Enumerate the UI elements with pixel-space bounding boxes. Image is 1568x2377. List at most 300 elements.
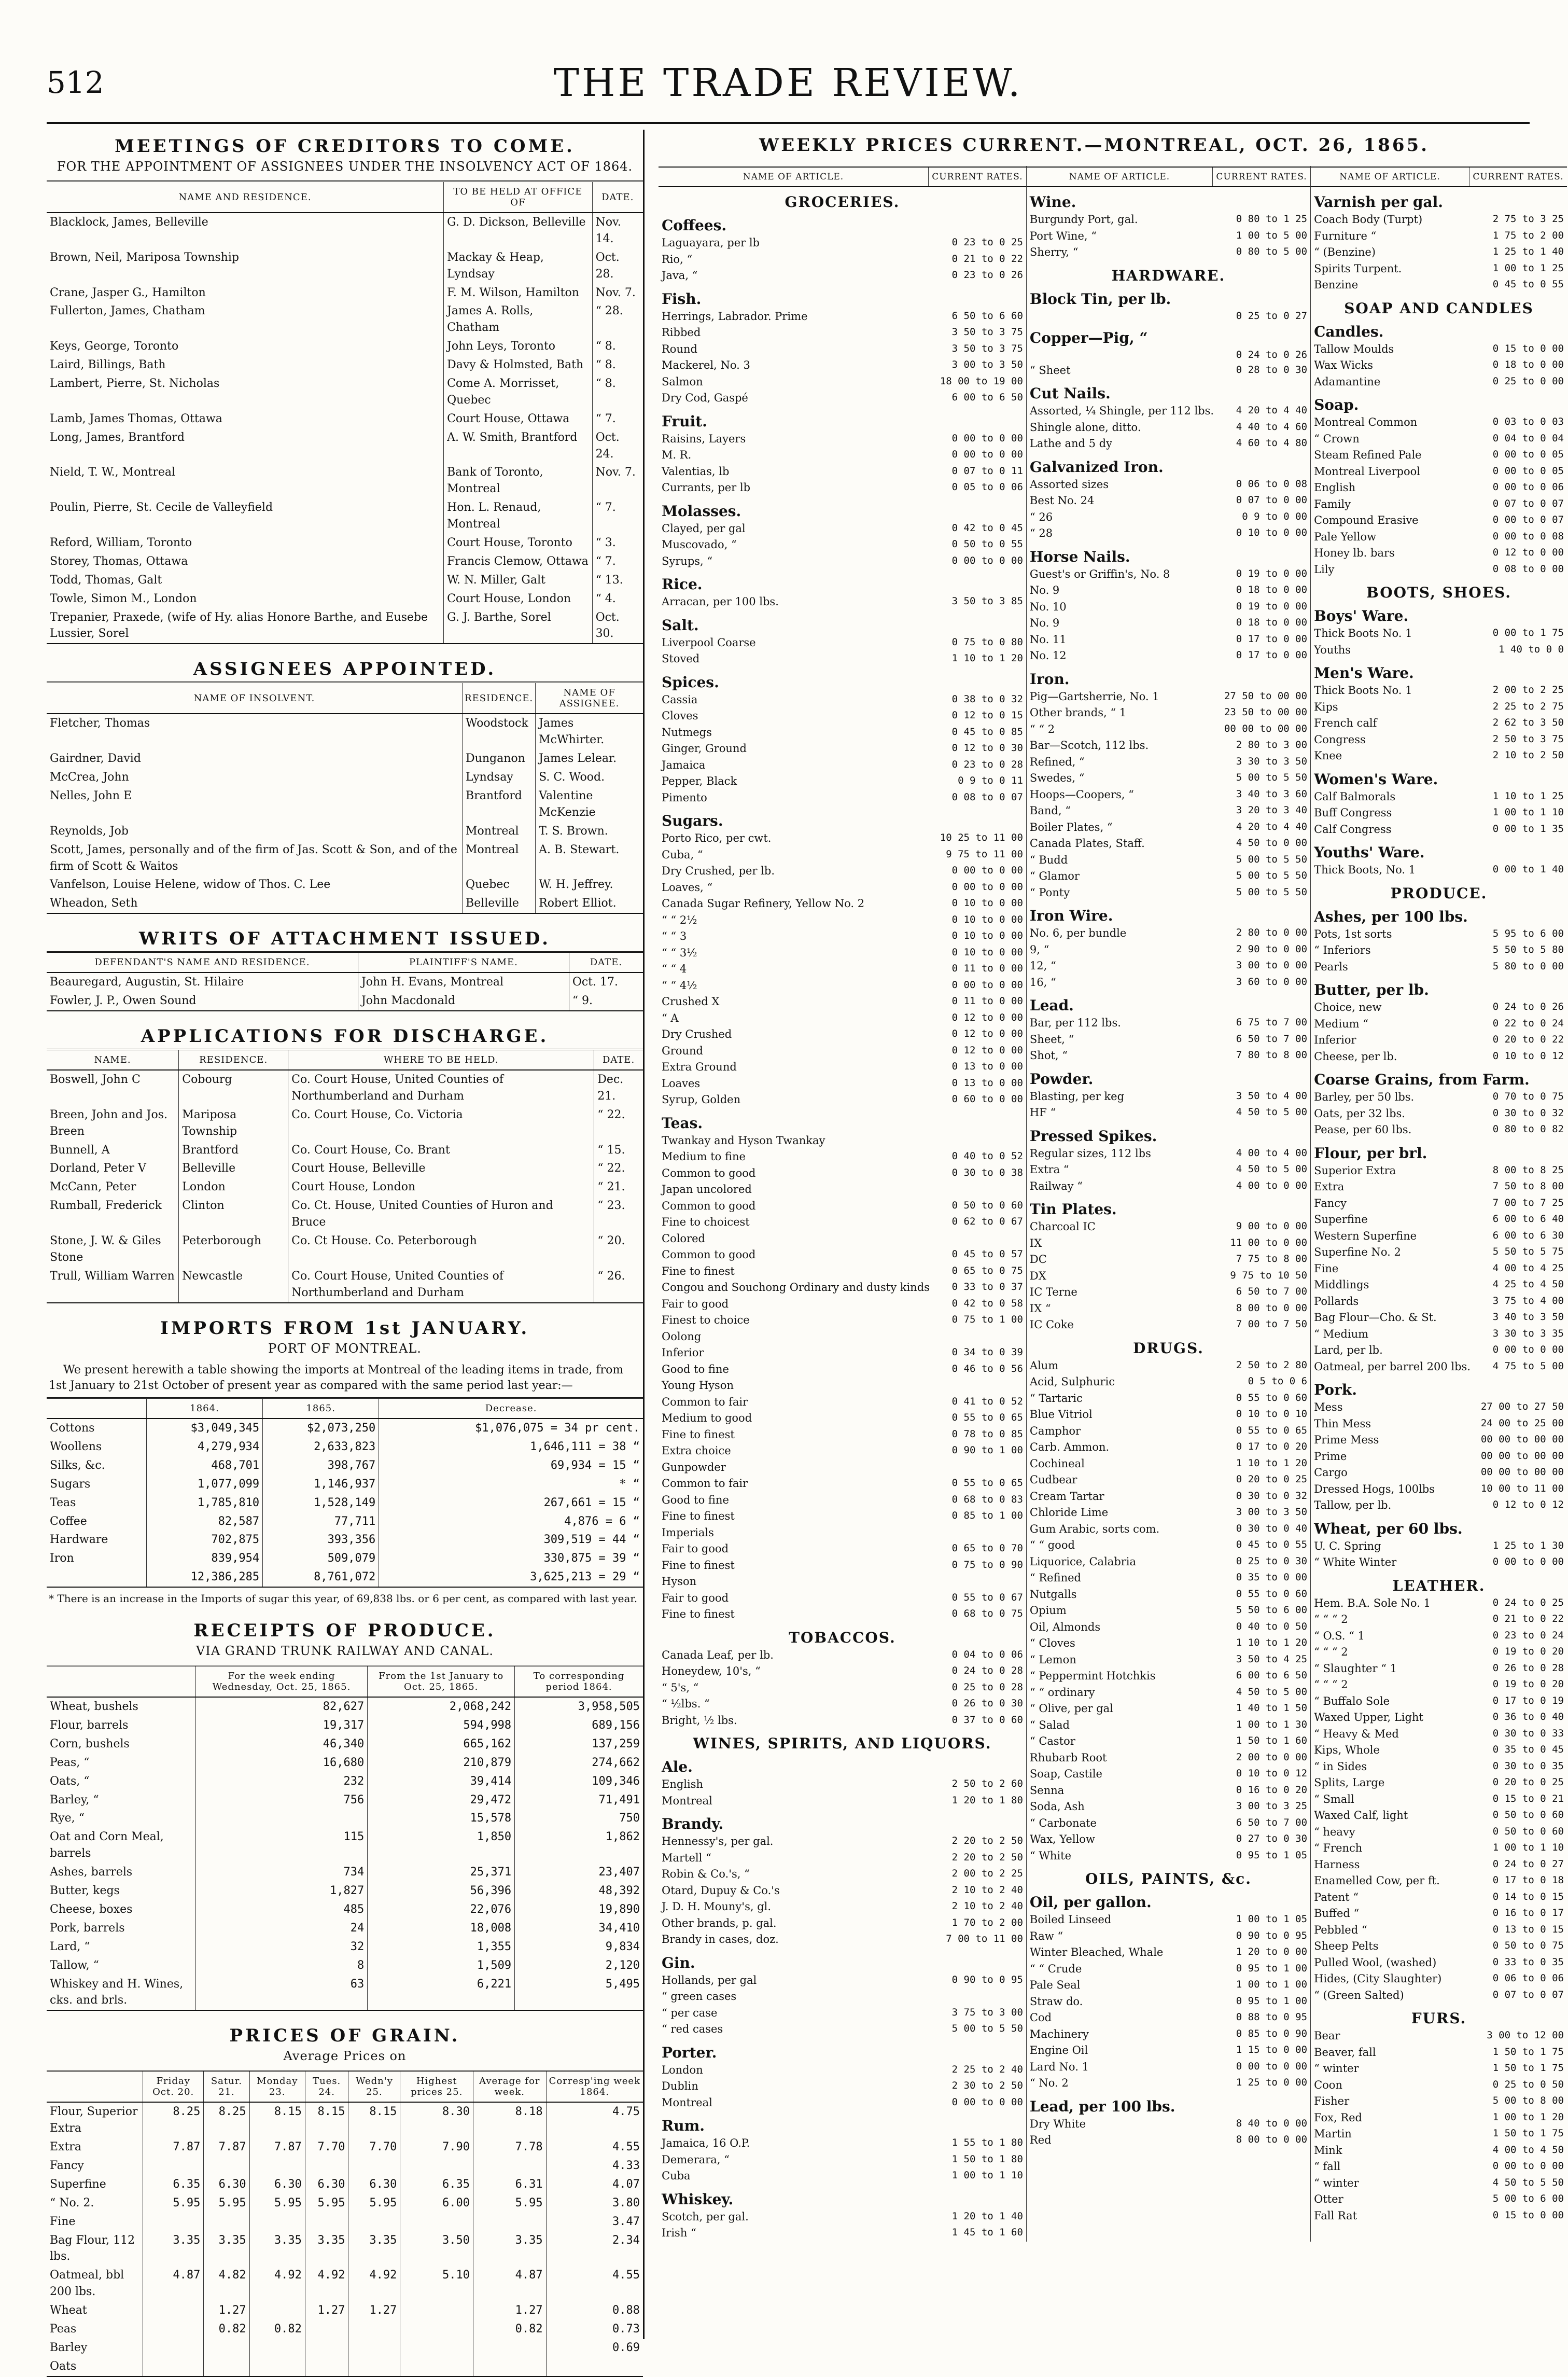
current-rate: 0 50 to 0 55 [951,538,1023,550]
discharge-cell: Co. Court House, United Counties of Northumberland and Durham [288,1267,594,1303]
article-name: Calf Congress [1314,823,1392,836]
price-item [1027,363,1310,379]
article-name: Congou and Souchong Ordinary and dusty kinds [662,1281,930,1294]
price-item [659,880,1026,896]
receipts-cell: 1,850 [368,1828,515,1863]
article-name: Sherry, “ [1029,246,1079,258]
receipts-cell: 22,076 [368,1900,515,1919]
current-rate: 2 00 to 2 25 [951,1868,1023,1879]
grain-cell: Oatmeal, bbl 200 lbs. [50,2269,124,2299]
grain-cell [400,2301,473,2320]
receipts-cell: 3,958,505 [515,1697,643,1716]
price-item [659,1076,1026,1092]
meetings-row [47,410,643,428]
current-rate: 0 00 to 0 00 [951,432,1023,444]
imports-cell: 1,077,099 [146,1475,262,1494]
imports-cell: 1,646,111 = 38 “ [379,1438,643,1456]
article-name: Youths [1314,643,1351,656]
current-rate: 0 05 to 0 06 [951,481,1023,493]
current-rate: 8 00 to 0 00 [1236,2134,1308,2145]
price-item [1311,715,1567,732]
grain-cell [249,2157,305,2175]
price-item [659,847,1026,864]
grain-cell [249,2357,305,2376]
price-item [659,268,1026,284]
price-item [659,2168,1026,2185]
assignees-row [47,875,643,894]
current-rate: 0 08 to 0 07 [951,791,1023,803]
article-name: Cassia [662,693,698,706]
price-item [1027,1717,1310,1734]
price-item [1311,1212,1567,1228]
current-rate: 4 50 to 0 00 [1236,837,1308,849]
receipts-cell: Barley, “ [50,1793,99,1806]
grain-cell: 6.31 [473,2175,547,2194]
meetings-row [47,337,643,356]
meetings-cell: Keys, George, Toronto [50,340,179,353]
article-name: Dry White [1029,2117,1086,2130]
price-item [1311,2143,1567,2159]
article-name: Fair to good [662,1542,729,1555]
current-rate: 1 00 to 1 10 [951,2170,1023,2181]
current-rate: 0 26 to 0 30 [951,1698,1023,1709]
current-rate: 0 10 to 0 00 [951,913,1023,925]
price-item [1311,1661,1567,1677]
grain-cell [473,2157,547,2175]
receipts-cell [195,1809,367,1828]
article-name: Honeydew, 10's, “ [662,1665,761,1677]
discharge-cell: Boswell, John C [50,1073,141,1086]
discharge-row [47,1141,643,1160]
current-rate: 0 24 to 0 26 [1492,1001,1564,1012]
article-name: Engine Oil [1029,2044,1088,2056]
price-item [659,464,1026,480]
article-name: Tallow Moulds [1314,342,1394,355]
imports-row [47,1456,643,1475]
current-rate: 3 20 to 3 40 [1236,804,1308,816]
discharge-cell: “ 15. [594,1141,643,1160]
current-rate: 0 00 to 0 00 [951,449,1023,460]
assignees-cell: Wheadon, Seth [47,894,463,913]
current-rate: 4 20 to 4 40 [1236,821,1308,832]
price-subcategory: Fruit. [662,412,707,430]
price-item [1311,1196,1567,1212]
current-rate: 3 75 to 4 00 [1492,1295,1564,1306]
discharge-cell: Brantford [179,1141,288,1160]
current-rate: 7 75 to 8 00 [1236,1253,1308,1264]
grain-cell: 4.75 [546,2102,643,2138]
meetings-cell: Poulin, Pierre, St. Cecile de Valleyfield [50,501,273,515]
current-rate: 0 00 to 0 00 [951,2096,1023,2108]
current-rate: 0 21 to 0 22 [1492,1613,1564,1624]
meetings-cell: Davy & Holmsted, Bath [444,356,592,374]
price-item [1027,1668,1310,1685]
meetings-row [47,428,643,464]
price-category: FURS. [1411,2010,1467,2027]
current-rate: 0 10 to 0 00 [1236,527,1308,538]
current-rate: 0 75 to 0 80 [951,636,1023,648]
article-name: Waxed Upper, Light [1314,1711,1423,1723]
assignees-cell: Woodstock [463,714,536,749]
price-item [1311,1554,1567,1571]
price-item [1027,836,1310,852]
imports-cell: 839,954 [146,1549,262,1568]
grain-header-cell: Corresp'ing week 1864. [546,2071,643,2103]
price-item [1027,615,1310,632]
article-header: NAME OF ARTICLE. [1069,172,1170,182]
grain-cell [400,2339,473,2357]
price-item [1027,582,1310,599]
price-subcategory: Porter. [662,2044,717,2061]
receipts-cell: 29,472 [368,1791,515,1810]
grain-cell: 0.82 [473,2320,547,2339]
assignees-cell: Reynolds, Job [50,824,129,838]
grain-cell [400,2320,473,2339]
current-rate: 1 25 to 1 40 [1492,246,1564,257]
imports-cell: Silks, &c. [50,1458,105,1472]
receipts-cell: Cheese, boxes [50,1902,133,1916]
imports-cell: Teas [50,1496,76,1509]
price-item [1027,632,1310,648]
price-column-header [659,166,1026,187]
price-item [659,1329,1026,1345]
current-rate: 0 18 to 0 00 [1236,617,1308,628]
price-item [1311,1342,1567,1359]
meetings-row [47,463,643,498]
price-item [659,1541,1026,1558]
current-rate: 0 41 to 0 52 [951,1395,1023,1407]
price-item [659,1899,1026,1915]
current-rate: 0 24 to 0 28 [951,1665,1023,1676]
current-rate: 0 00 to 0 07 [1492,514,1564,525]
price-item [1311,529,1567,546]
current-rate: 0 80 to 1 25 [1236,213,1308,225]
receipts-cell: 48,392 [515,1882,643,1900]
price-item [659,635,1026,651]
current-rate: 0 16 to 0 17 [1492,1907,1564,1919]
discharge-cell: Stone, J. W. & Giles Stone [50,1234,161,1264]
article-name: Pig—Gartsherrie, No. 1 [1029,690,1159,703]
article-name: Fine [1314,1262,1339,1275]
price-item [1311,1857,1567,1873]
meetings-cell: “ 13. [592,571,643,590]
current-rate: 0 23 to 0 24 [1492,1629,1564,1641]
discharge-section [47,1026,643,1303]
grain-title: PRICES OF GRAIN. [229,2025,460,2047]
price-item [1027,754,1310,771]
article-name: Hollands, per gal [662,1973,757,1986]
current-rate: 0 20 to 0 25 [1492,1776,1564,1788]
current-rate: 5 00 to 5 50 [1236,886,1308,898]
meetings-cell: Come A. Morrisset, Quebec [444,374,592,410]
current-rate: 0 18 to 0 00 [1236,584,1308,595]
current-rate: 4 40 to 4 60 [1236,421,1308,433]
article-name: Blue Vitriol [1029,1408,1093,1421]
discharge-row [47,1106,643,1141]
current-rate: 0 18 to 0 00 [1492,359,1564,370]
grain-row [47,2157,643,2175]
article-name: “ Sheet [1029,364,1071,377]
price-item [659,1606,1026,1623]
article-name: “ Lemon [1029,1653,1076,1666]
meetings-cell: Lamb, James Thomas, Ottawa [50,412,222,425]
imports-cell: 8,761,072 [263,1568,379,1587]
current-rate: 7 00 to 11 00 [946,1933,1023,1944]
meetings-cell: Trepanier, Praxede, (wife of Hy. alias Honore Barthe, and Eusebe Lussier, Sorel [47,608,444,644]
current-rate: 1 15 to 0 00 [1236,2044,1308,2055]
price-item [1311,2126,1567,2143]
current-rate: 0 55 to 0 65 [951,1477,1023,1489]
current-rate: 1 40 to 1 50 [1236,1702,1308,1714]
receipts-cell: 8 [195,1956,367,1975]
price-item [1027,1032,1310,1048]
price-subcategory: Lead, per 100 lbs. [1029,2097,1175,2115]
current-rate: 3 40 to 3 60 [1236,788,1308,800]
article-name: Cudbear [1029,1474,1077,1486]
current-rate: 0 50 to 0 60 [951,1199,1023,1211]
article-name: Waxed Calf, light [1314,1809,1408,1822]
article-name: Shot, “ [1029,1049,1068,1062]
price-item [659,1508,1026,1525]
article-name: “ winter [1314,2062,1359,2075]
price-subcategory: Molasses. [662,502,741,520]
article-name: Ginger, Ground [662,742,747,755]
grain-cell: Oats [47,2357,143,2376]
article-name [1030,347,1214,363]
current-rate: 0 12 to 0 00 [951,1011,1023,1023]
imports-cell: Cottons [50,1422,95,1435]
price-item [1027,1701,1310,1717]
receipts-cell: 82,627 [195,1697,367,1716]
price-subcategory: Iron. [1029,670,1070,688]
current-rate: 0 40 to 0 50 [1236,1620,1308,1632]
article-name: Stoved [662,652,700,665]
article-name: “ Small [1314,1792,1354,1805]
receipts-cell: 5,495 [515,1975,643,2011]
price-item [1027,1105,1310,1121]
article-name: Ground [662,1044,703,1057]
page-title: THE TRADE REVIEW. [553,61,1023,105]
price-item [659,1850,1026,1867]
writs-cell: Beauregard, Augustin, St. Hilaire [50,976,244,989]
price-item [1027,885,1310,901]
receipts-row [47,1863,643,1882]
discharge-cell: Co. Court House, Co. Brant [288,1141,594,1160]
article-name: Bar—Scotch, 112 lbs. [1029,739,1149,752]
current-rate: 0 12 to 0 12 [1492,1499,1564,1510]
article-name: Fair to good [662,1591,729,1604]
receipts-table [47,1665,643,2011]
price-item [1311,1089,1567,1106]
article-name: Best No. 24 [1029,494,1095,507]
price-item [659,1280,1026,1296]
current-rate: 7 00 to 7 50 [1236,1318,1308,1330]
imports-cell: 330,875 = 39 “ [379,1549,643,1568]
assignees-cell: Vanfelson, Louise Helene, widow of Thos. C. Lee [50,878,331,892]
price-item [1027,1439,1310,1456]
current-rate: 7 80 to 8 00 [1236,1049,1308,1061]
price-item [1027,705,1310,721]
discharge-cell: Breen, John and Jos. Breen [50,1108,167,1138]
meetings-row [47,590,643,608]
assignees-cell: Lyndsay [463,768,536,787]
grain-cell: 3.80 [546,2194,643,2213]
price-item [1027,1407,1310,1423]
receipts-row [47,1956,643,1975]
price-item [1311,1310,1567,1326]
article-name: Good to fine [662,1363,729,1375]
price-item [1027,738,1310,754]
discharge-cell: Bunnell, A [50,1143,110,1157]
grain-cell: 6.30 [348,2175,400,2194]
current-rate: 0 24 to 0 26 [1236,349,1308,360]
imports-header-cell [47,1398,146,1419]
current-rate: 1 10 to 1 20 [1236,1637,1308,1648]
price-item [1027,599,1310,616]
price-item [1311,1987,1567,2004]
discharge-header-cell: RESIDENCE. [179,1049,288,1070]
price-item [1027,1750,1310,1767]
current-rate: 1 20 to 0 00 [1236,1946,1308,1957]
price-column [1026,166,1310,2242]
grain-cell [400,2357,473,2376]
price-subcategory: Boys' Ware. [1314,607,1409,624]
article-name: Gum Arabic, sorts com. [1029,1522,1160,1535]
price-item [659,912,1026,929]
current-rate: 0 25 to 0 27 [1236,310,1308,322]
current-rate: 0 37 to 0 60 [951,1714,1023,1726]
article-name: Canada Sugar Refinery, Yellow No. 2 [662,897,865,910]
grain-cell [204,2157,249,2175]
current-rate: 0 95 to 1 00 [1236,1995,1308,2007]
price-item [659,1427,1026,1443]
receipts-row [47,1828,643,1863]
price-item [1311,1840,1567,1857]
meetings-cell: Nield, T. W., Montreal [50,466,176,479]
article-name: J. D. H. Mouny's, gl. [662,1900,772,1913]
grain-cell: 5.95 [249,2194,305,2213]
current-rate: 0 9 to 0 00 [1242,510,1308,522]
price-item [659,1296,1026,1313]
meetings-cell: “ 8. [592,356,643,374]
current-rate: 0 46 to 0 56 [951,1363,1023,1374]
article-name: Kips [1314,700,1338,713]
current-rate: 0 65 to 0 75 [951,1264,1023,1276]
grain-cell: 6.35 [400,2175,473,2194]
article-name: “ White Winter [1314,1556,1397,1568]
current-rate: 0 30 to 0 32 [1492,1107,1564,1119]
article-name: Young Hyson [662,1379,734,1392]
article-name: Opium [1029,1604,1067,1617]
article-name: Herrings, Labrador. Prime [662,310,808,323]
grain-cell: 4.55 [546,2266,643,2301]
receipts-cell: Whiskey and H. Wines, cks. and brls. [47,1975,195,2011]
current-rate: 2 50 to 2 60 [951,1778,1023,1789]
price-item [659,1663,1026,1680]
current-rate: 4 20 to 4 40 [1236,405,1308,416]
price-item [659,1931,1026,1948]
current-rate: 2 62 to 3 50 [1492,717,1564,728]
article-name: “ 26 [1029,510,1053,523]
grain-cell: “ No. 2. [50,2196,94,2209]
price-item [1311,480,1567,496]
article-name: Splits, Large [1314,1776,1385,1789]
price-item [1311,699,1567,716]
discharge-header-cell: NAME. [47,1049,179,1070]
article-name: Martell “ [662,1851,711,1864]
discharge-cell: London [179,1178,288,1197]
current-rate: 1 25 to 0 00 [1236,2077,1308,2088]
article-name: Medium to fine [662,1150,746,1163]
price-item [659,790,1026,807]
article-name: Boiled Linseed [1029,1913,1112,1926]
imports-row [47,1475,643,1494]
grain-cell: 6.30 [204,2175,249,2194]
article-name: “ winter [1314,2176,1359,2189]
meetings-row [47,374,643,410]
grain-cell: 7.87 [204,2138,249,2157]
price-item [659,1312,1026,1329]
price-item [659,2152,1026,2169]
current-rate: 0 95 to 1 05 [1236,1849,1308,1861]
weekly-prices-table [659,166,1564,2242]
price-item [659,1793,1026,1810]
current-rate [930,1574,1023,1590]
current-rate: 3 60 to 0 00 [1236,976,1308,988]
grain-cell: 5.10 [400,2266,473,2301]
current-rate: 2 80 to 0 00 [1236,927,1308,938]
grain-header-cell [47,2071,143,2103]
article-name: “ Refined [1029,1572,1081,1584]
imports-cell: * “ [379,1475,643,1494]
article-name: Oats, per 32 lbs. [1314,1107,1405,1120]
price-item [659,594,1026,610]
article-name: Senna [1029,1784,1065,1797]
discharge-header-cell: DATE. [594,1049,643,1070]
article-name: Pollards [1314,1295,1359,1308]
article-name: Imperials [662,1526,714,1539]
grain-row [47,2231,643,2267]
current-rate: 0 07 to 0 07 [1492,497,1564,509]
price-subcategory: Gin. [662,1954,695,1971]
article-name: Laguayara, per lb [662,237,760,249]
article-name: Red [1029,2134,1052,2146]
current-rate: 2 10 to 2 50 [1492,749,1564,761]
article-name: Arracan, per 100 lbs. [662,595,779,608]
article-name: Extra choice [662,1444,731,1457]
article-name: “ “ 3½ [662,946,697,959]
article-name: Bear [1314,2030,1340,2042]
assignees-table [47,682,643,914]
price-item [1311,2208,1567,2225]
grain-cell: 7.87 [143,2138,204,2157]
price-item [659,1247,1026,1263]
meetings-cell: Fullerton, James, Chatham [50,304,205,318]
article-name: Fisher [1314,2095,1350,2107]
writs-cell: John H. Evans, Montreal [358,972,569,992]
current-rate: 27 00 to 27 50 [1480,1401,1564,1412]
article-header: NAME OF ARTICLE. [1339,172,1440,182]
receipts-title: RECEIPTS OF PRODUCE. [193,1620,496,1642]
price-item [1027,787,1310,803]
receipts-row [47,1754,643,1772]
article-name: Loaves, “ [662,881,713,894]
grain-header-cell: Friday Oct. 20. [143,2071,204,2103]
current-rate: 0 30 to 0 33 [1492,1727,1564,1739]
grain-cell [204,2339,249,2357]
price-subcategory: Wine. [1029,193,1076,211]
price-category: DRUGS. [1133,1339,1204,1357]
